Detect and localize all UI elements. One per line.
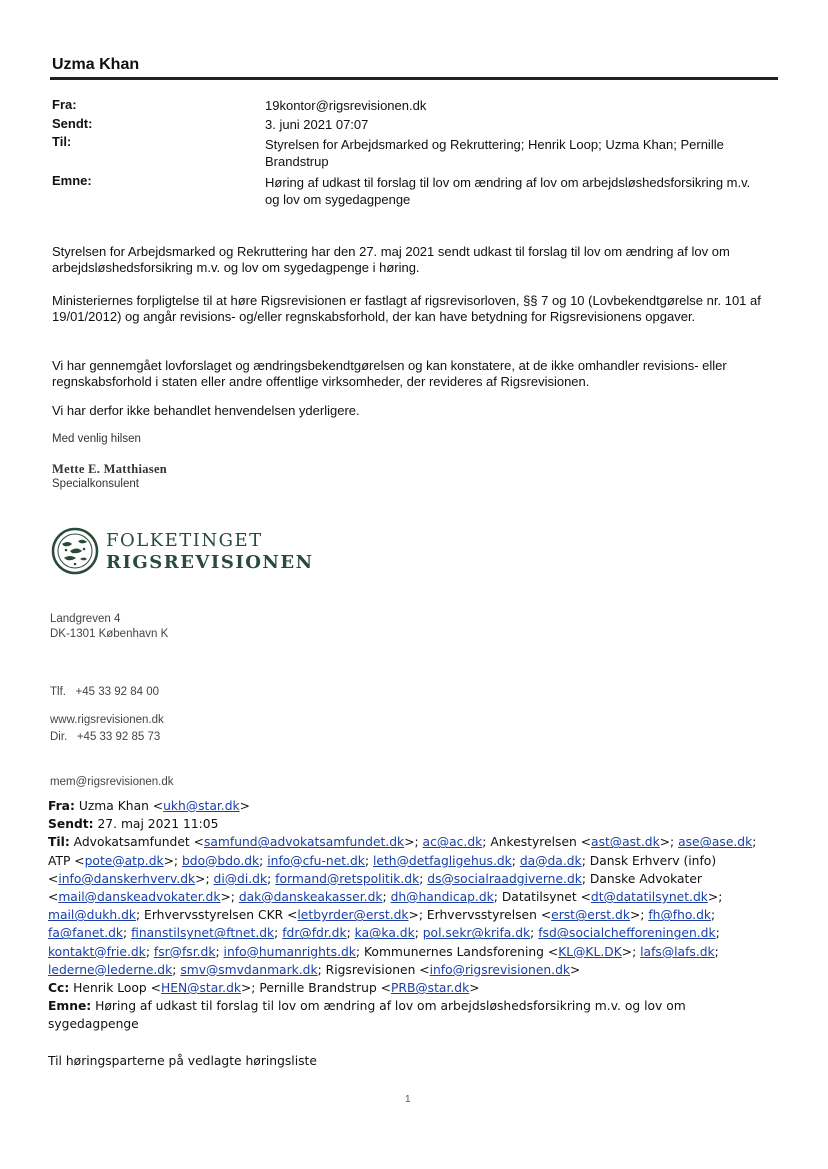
- contact-block: [50, 655, 174, 805]
- sent-value: 3. juni 2021 07:07: [265, 117, 369, 132]
- recipient-text: ;: [715, 926, 720, 941]
- recipient-email-link[interactable]: fh@fho.dk: [648, 908, 712, 923]
- recipient-text: ;: [346, 926, 355, 941]
- fwd-from-end: >: [239, 799, 250, 813]
- recipient-text: >;: [404, 835, 423, 850]
- recipient-email-link[interactable]: leth@detfagligehus.dk: [373, 853, 512, 868]
- fwd-cc-label: Cc:: [48, 981, 70, 996]
- recipient-text: ;: [511, 853, 520, 868]
- recipient-email-link[interactable]: ast@ast.dk: [591, 835, 660, 850]
- recipient-email-link[interactable]: info@rigsrevisionen.dk: [429, 962, 571, 977]
- signature-name: Mette E. Matthiasen: [52, 462, 168, 476]
- recipient-email-link[interactable]: da@da.dk: [519, 853, 582, 868]
- contact-phone: Tlf. +45 33 92 84 00: [50, 686, 160, 698]
- recipient-email-link[interactable]: mail@dukh.dk: [48, 908, 136, 923]
- recipient-email-link[interactable]: info@humanrights.dk: [223, 944, 356, 959]
- recipient-text: >;: [629, 908, 649, 923]
- recipient-text: ; ATP <: [48, 835, 757, 868]
- to-value: Styrelsen for Arbejdsmarked og Rekruttering; Henrik Loop; Uzma Khan; Pernille Brandstrup: [265, 137, 724, 169]
- recipient-text: Advokatsamfundet <: [69, 835, 204, 850]
- recipient-email-link[interactable]: mail@danskeadvokater.dk: [58, 890, 221, 905]
- signature-title: Specialkonsulent: [52, 478, 139, 490]
- recipient-text: ;: [215, 944, 224, 959]
- recipient-text: ;: [419, 871, 428, 886]
- fwd-from-line: [48, 797, 778, 815]
- recipient-email-link[interactable]: KL@KL.DK: [558, 944, 622, 959]
- recipient-email-link[interactable]: kontakt@frie.dk: [48, 944, 146, 959]
- address-block: [50, 612, 168, 642]
- recipient-email-link[interactable]: letbyrder@erst.dk: [297, 908, 409, 923]
- body-paragraph-4: Vi har derfor ikke behandlet henvendelsen yderligere.: [52, 403, 360, 418]
- recipient-text: >;: [621, 944, 641, 959]
- recipient-email-link[interactable]: pol.sekr@krifa.dk: [422, 926, 531, 941]
- recipient-text: ;: [172, 962, 181, 977]
- address-street: Landgreven 4: [50, 613, 121, 625]
- header-rule: [50, 77, 778, 80]
- fwd-from-label: Fra:: [48, 799, 75, 813]
- sender-name: Uzma Khan: [52, 56, 140, 73]
- fwd-from-name: Uzma Khan <: [78, 799, 164, 813]
- recipient-email-link[interactable]: fdr@fdr.dk: [282, 926, 347, 941]
- recipient-text: ;: [530, 926, 539, 941]
- cc-email-link[interactable]: HEN@star.dk: [160, 981, 241, 996]
- cc-text: >: [469, 981, 480, 996]
- recipient-email-link[interactable]: lafs@lafs.dk: [640, 944, 715, 959]
- fwd-to-line: [48, 833, 778, 979]
- fwd-body: Til høringsparterne på vedlagte høringsliste: [48, 1053, 317, 1068]
- fwd-sent-value: 27. maj 2021 11:05: [97, 817, 219, 832]
- recipient-text: ;: [274, 926, 283, 941]
- recipient-email-link[interactable]: fsr@fsr.dk: [153, 944, 216, 959]
- to-label: Til:: [52, 134, 72, 149]
- recipient-text: ;: [414, 926, 423, 941]
- recipient-email-link[interactable]: ka@ka.dk: [354, 926, 415, 941]
- sent-label: Sendt:: [52, 116, 93, 131]
- recipient-email-link[interactable]: lederne@lederne.dk: [48, 962, 173, 977]
- recipient-email-link[interactable]: dh@handicap.dk: [390, 890, 494, 905]
- recipient-text: >;: [195, 871, 214, 886]
- recipient-text: >;: [659, 835, 679, 850]
- recipient-text: ; Rigsrevisionen <: [317, 962, 430, 977]
- recipient-text: ; Danske Advokater <: [48, 871, 702, 905]
- recipient-text: ;: [145, 944, 154, 959]
- recipient-email-link[interactable]: di@di.dk: [213, 871, 268, 886]
- logo-text-rigsrevisionen: RIGSREVISIONEN: [106, 552, 314, 573]
- recipient-email-link[interactable]: erst@erst.dk: [551, 908, 630, 923]
- fwd-subject-value: Høring af udkast til forslag til lov om ændring af lov om arbejdsløshedsforsikring m.v. og lov om sygedagpenge: [48, 999, 686, 1032]
- subject-label: Emne:: [52, 173, 92, 188]
- recipient-email-link[interactable]: pote@atp.dk: [84, 853, 164, 868]
- recipient-text: ;: [364, 853, 373, 868]
- fwd-cc-recipients: [69, 981, 479, 995]
- cc-text: >; Pernille Brandstrup <: [241, 981, 391, 996]
- recipient-text: ; Dansk Erhverv (info) <: [48, 853, 717, 886]
- fwd-sent-label: Sendt:: [48, 817, 94, 832]
- recipient-text: ;: [714, 944, 719, 959]
- recipient-text: ; Erhvervsstyrelsen CKR <: [136, 908, 298, 923]
- recipient-email-link[interactable]: dak@danskeakasser.dk: [238, 890, 383, 905]
- recipient-email-link[interactable]: ase@ase.dk: [678, 835, 753, 850]
- recipient-text: ;: [259, 853, 268, 868]
- recipient-email-link[interactable]: samfund@advokatsamfundet.dk: [203, 835, 405, 850]
- recipient-email-link[interactable]: fsd@socialchefforeningen.dk: [538, 926, 716, 941]
- contact-email: mem@rigsrevisionen.dk: [50, 776, 174, 788]
- from-value: 19kontor@rigsrevisionen.dk: [265, 98, 427, 113]
- cc-email-link[interactable]: PRB@star.dk: [390, 981, 470, 996]
- fwd-cc-line: [48, 979, 778, 997]
- recipient-email-link[interactable]: smv@smvdanmark.dk: [180, 962, 318, 977]
- recipient-email-link[interactable]: fa@fanet.dk: [48, 926, 124, 941]
- recipient-text: ;: [382, 890, 391, 905]
- fwd-subject-label: Emne:: [48, 999, 92, 1014]
- recipient-text: >;: [220, 890, 239, 905]
- recipient-text: >; Erhvervsstyrelsen <: [408, 908, 552, 923]
- recipient-email-link[interactable]: ds@socialraadgiverne.dk: [427, 871, 582, 886]
- fwd-from-email-link[interactable]: ukh@star.dk: [163, 799, 240, 813]
- recipient-email-link[interactable]: formand@retspolitik.dk: [275, 871, 420, 886]
- recipient-text: ; Ankestyrelsen <: [482, 835, 592, 850]
- recipient-text: ; Datatilsynet <: [493, 890, 591, 905]
- recipient-email-link[interactable]: info@danskerhverv.dk: [58, 871, 196, 886]
- recipient-text: ;: [123, 926, 132, 941]
- from-label: Fra:: [52, 97, 77, 112]
- recipient-text: ;: [267, 871, 276, 886]
- contact-direct: Dir. +45 33 92 85 73: [50, 731, 161, 743]
- body-paragraph-2: Ministeriernes forpligtelse til at høre Rigsrevisionen er fastlagt af rigsrevisorloven, §§ 7 og 10 (Lovbekendtgørelse nr. 101 af 19/01/2012) og angår revisions- og/eller regnskabsforhold, der kan have betydning for Rigsrevisionens opgaver.: [52, 293, 761, 324]
- recipient-email-link[interactable]: info@cfu-net.dk: [267, 853, 365, 868]
- body-paragraph-3: Vi har gennemgået lovforslaget og ændringsbekendtgørelsen og kan konstatere, at de ikke omhandler revisions- eller regnskabsforhold i staten eller andre offentlige virksomheder, der revideres af Rigsrevisionen.: [52, 358, 727, 389]
- address-city: DK-1301 København K: [50, 628, 169, 640]
- recipient-email-link[interactable]: ac@ac.dk: [422, 835, 483, 850]
- page-number: 1: [405, 1094, 411, 1105]
- fwd-subject-line: [48, 997, 778, 1033]
- fwd-recipients: [48, 835, 756, 976]
- logo-text-folketinget: FOLKETINGET: [106, 530, 263, 551]
- closing: Med venlig hilsen: [52, 433, 141, 445]
- body-paragraph-1: Styrelsen for Arbejdsmarked og Rekruttering har den 27. maj 2021 sendt udkast til forslag til lov om ændring af lov om arbejdsløshedsforsikring m.v. og lov om sygedagpenge i høring.: [52, 244, 730, 275]
- recipient-text: >;: [163, 853, 182, 868]
- recipient-text: >;: [707, 890, 723, 905]
- recipient-text: >: [570, 962, 581, 977]
- forwarded-email: [48, 797, 778, 1070]
- cc-text: Henrik Loop <: [69, 981, 161, 996]
- recipient-email-link[interactable]: dt@datatilsynet.dk: [590, 890, 708, 905]
- recipient-text: ; Kommunernes Landsforening <: [355, 944, 559, 959]
- recipient-text: ;: [711, 908, 716, 923]
- subject-value: Høring af udkast til forslag til lov om ændring af lov om arbejdsløshedsforsikring m.v. og lov om sygedagpenge: [265, 175, 751, 207]
- website-link[interactable]: www.rigsrevisionen.dk: [50, 714, 164, 726]
- fwd-sent-line: [48, 815, 778, 833]
- coat-of-arms-logo: [50, 526, 100, 576]
- fwd-to-label: Til:: [48, 835, 70, 850]
- recipient-email-link[interactable]: finanstilsynet@ftnet.dk: [131, 926, 275, 941]
- recipient-email-link[interactable]: bdo@bdo.dk: [181, 853, 260, 868]
